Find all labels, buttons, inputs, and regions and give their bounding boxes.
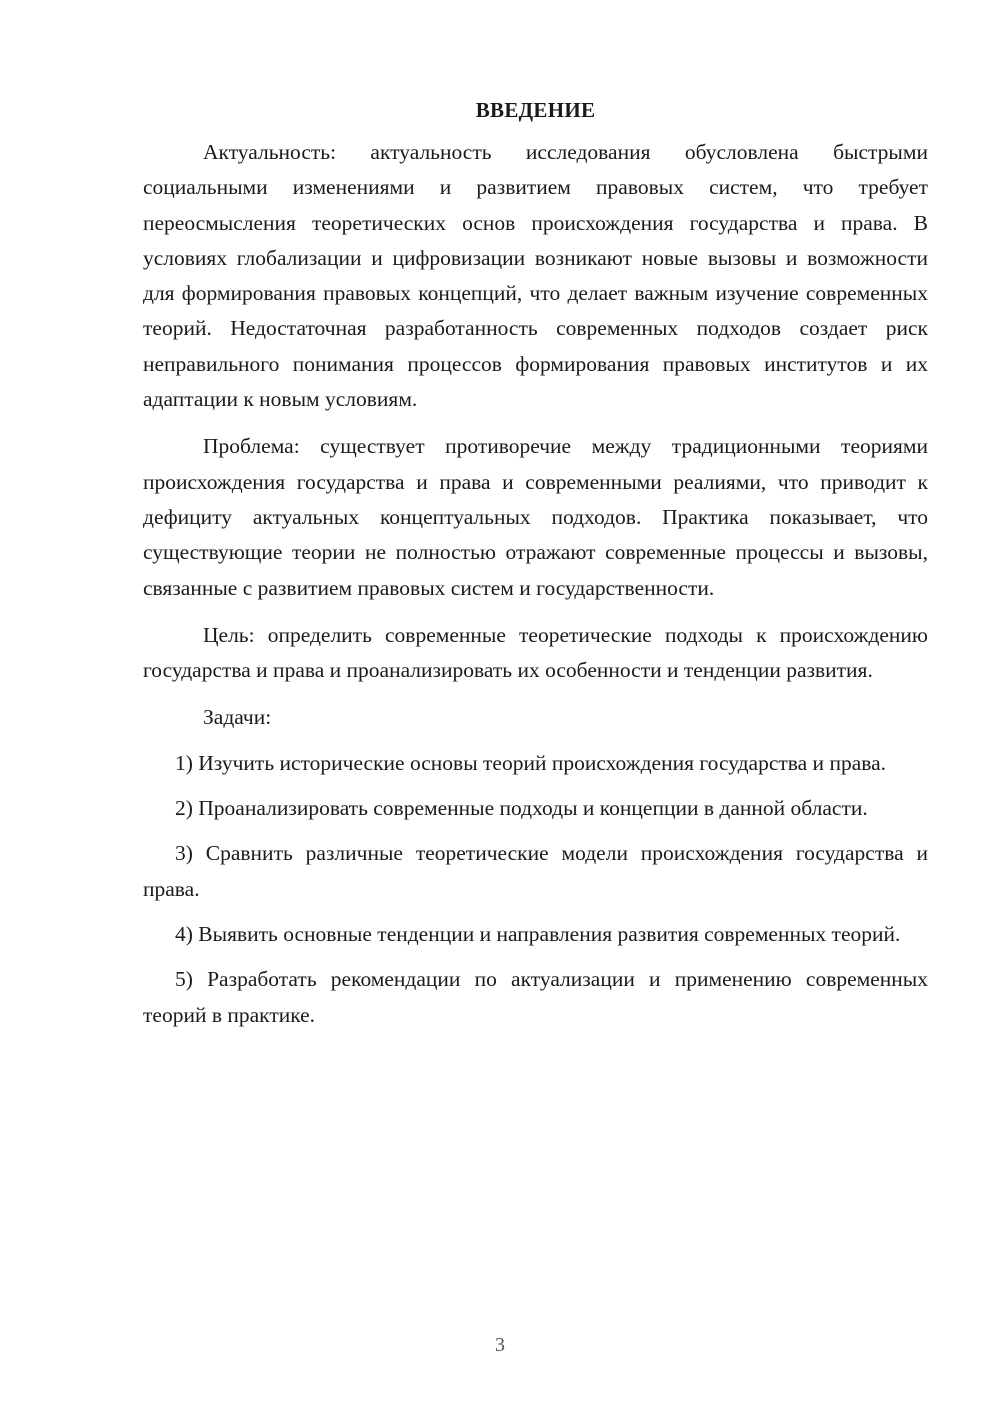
- task-item-5: 5) Разработать рекомендации по актуализации и применению современных теорий в практике.: [143, 967, 928, 1027]
- task-item-3: 3) Сравнить различные теоретические модели происхождения государства и права.: [143, 841, 928, 901]
- task-item-4: 4) Выявить основные тенденции и направления развития современных теорий.: [175, 921, 901, 946]
- page-content: [143, 92, 928, 1043]
- page-number: 3: [495, 1334, 505, 1356]
- section-title: ВВЕДЕНИЕ: [475, 98, 596, 122]
- paragraph-relevance: Актуальность: актуальность исследования обусловлена быстрыми социальными изменениями и развитием правовых систем, что требует переосмысления теоретических основ происхождения государства и права. В условиях глобализации и цифровизации возникают новые вызовы и возможности для формирования правовых концепций, что делает важным изучение современных теорий. Недостаточная разработанность современных подходов создает риск неправильного понимания процессов формирования правовых институтов и их адаптации к новым условиям.: [143, 140, 928, 412]
- task-item-1: 1) Изучить исторические основы теорий происхождения государства и права.: [175, 750, 887, 775]
- tasks-heading: Задачи:: [203, 705, 272, 730]
- task-item-2: 2) Проанализировать современные подходы и концепции в данной области.: [175, 796, 868, 821]
- paragraph-problem: Проблема: существует противоречие между традиционными теориями происхождения государства и права и современными реалиями, что приводит к дефициту актуальных концептуальных подходов. Практика показывает, что существующие теории не полностью отражают современные процессы и вызовы, связанные с развитием правовых систем и государственности.: [143, 434, 928, 600]
- paragraph-goal: Цель: определить современные теоретические подходы к происхождению государства и права и проанализировать их особенности и тенденции развития.: [143, 622, 928, 683]
